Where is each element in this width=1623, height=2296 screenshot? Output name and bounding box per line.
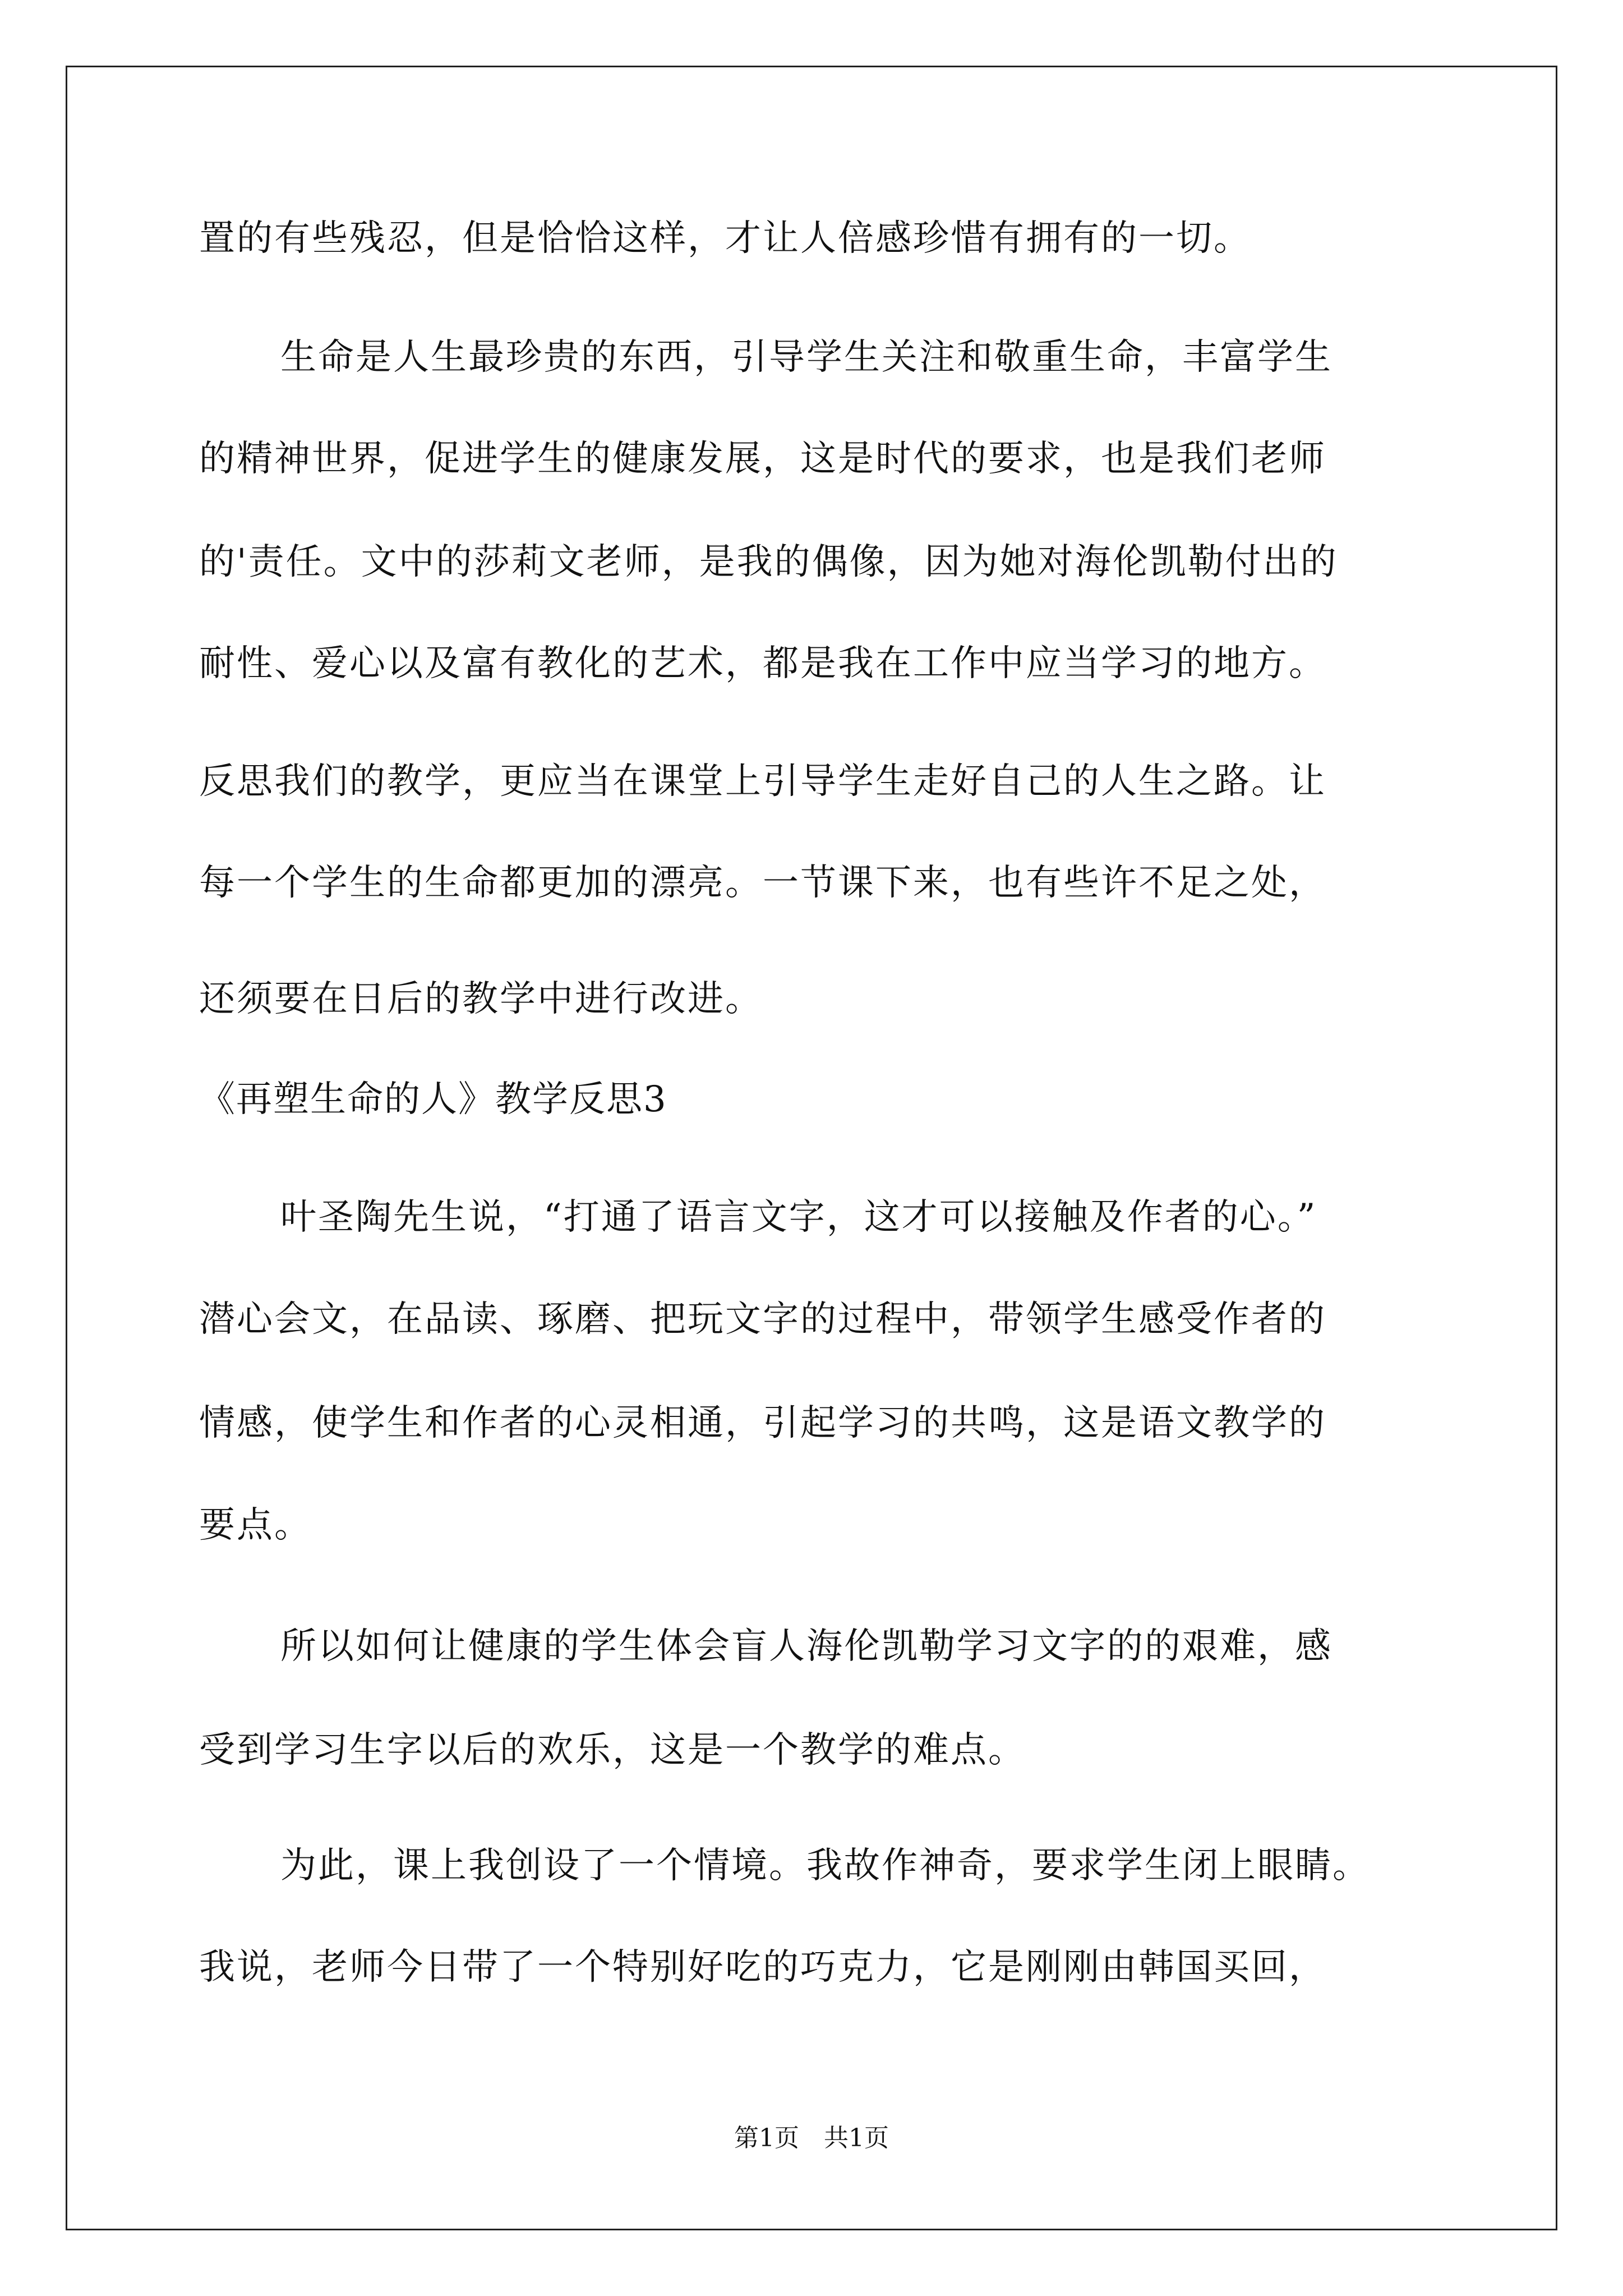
- page-footer: 第1页 共1页: [734, 2124, 889, 2152]
- text-line: 还须要在日后的教学中进行改进。: [199, 978, 763, 1020]
- paragraph-first-line: 叶圣陶先生说，“打通了语言文字，这才可以接触及作者的心。”: [280, 1197, 1317, 1238]
- text-line: 反思我们的教学，更应当在课堂上引导学生走好自己的人生之路。让: [199, 761, 1326, 802]
- text-line: 受到学习生字以后的欢乐，这是一个教学的难点。: [199, 1729, 1026, 1771]
- text-line: 的精神世界，促进学生的健康发展，这是时代的要求，也是我们老师: [199, 438, 1326, 480]
- text-line: 每一个学生的生命都更加的漂亮。一节课下来，也有些许不足之处，: [199, 862, 1326, 904]
- text-line: 潜心会文，在品读、琢磨、把玩文字的过程中，带领学生感受作者的: [199, 1299, 1326, 1340]
- text-line: 耐性、爱心以及富有教化的艺术，都是我在工作中应当学习的地方。: [199, 643, 1326, 684]
- text-line: 的'责任。文中的莎莉文老师，是我的偶像，因为她对海伦凯勒付出的: [199, 541, 1338, 583]
- paragraph-first-line: 所以如何让健康的学生体会盲人海伦凯勒学习文字的的艰难，感: [280, 1626, 1332, 1667]
- text-line: 我说，老师今日带了一个特别好吃的巧克力，它是刚刚由韩国买回，: [199, 1947, 1326, 1988]
- page-border: [66, 66, 1557, 2230]
- text-line: 情感，使学生和作者的心灵相通，引起学习的共鸣，这是语文教学的: [199, 1402, 1326, 1444]
- paragraph-first-line: 为此，课上我创设了一个情境。我故作神奇，要求学生闭上眼睛。: [280, 1845, 1370, 1887]
- text-line: 要点。: [199, 1504, 312, 1546]
- paragraph-first-line: 生命是人生最珍贵的东西，引导学生关注和敬重生命，丰富学生: [280, 337, 1332, 378]
- section-heading: 《再塑生命的人》教学反思3: [199, 1079, 667, 1120]
- text-line: 置的有些残忍，但是恰恰这样，才让人倍感珍惜有拥有的一切。: [199, 218, 1251, 259]
